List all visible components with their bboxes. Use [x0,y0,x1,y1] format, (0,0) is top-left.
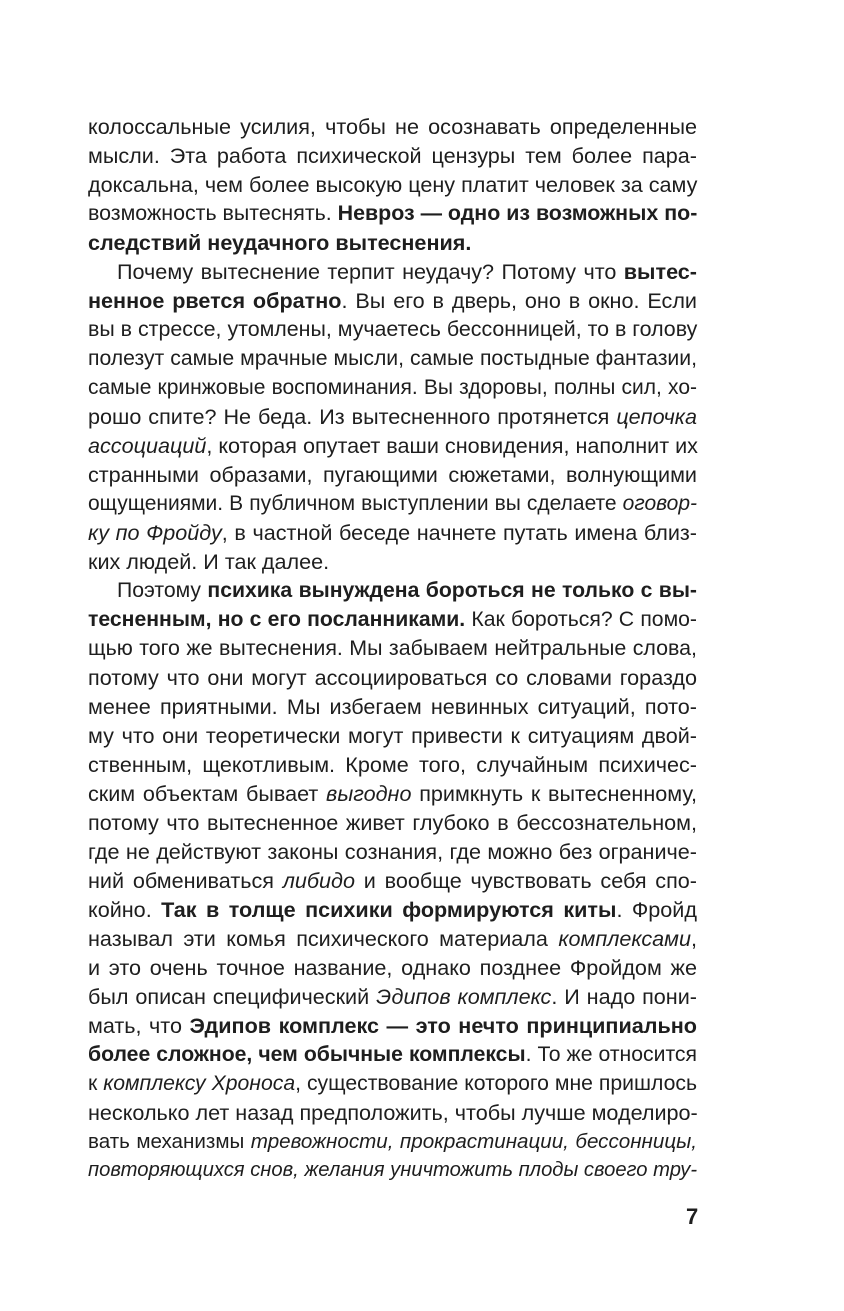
text-line [88,692,697,721]
text-run: самые кринжовые воспоминания. Вы здоровы, полны сил, хо- [88,376,697,399]
text-run: потому что они могут ассоциироваться со словами гораздо [88,665,697,690]
text-line [88,112,697,141]
text-run: доксальна, чем более высокую цену платит человек за саму [88,172,698,197]
text-run: вать механизмы [88,1130,251,1153]
text-run: ским объектам бывает [88,781,327,806]
text-run: , [691,926,697,951]
text-line [88,286,697,315]
bold-text: вытес- [623,259,697,284]
text-run: странными образами, пугающими сюжетами, волнующими [88,462,697,487]
italic-text: цепочка [616,404,697,429]
text-run: ощущениями. В публичном выступлении вы сделаете [88,492,623,515]
text-run: ственным, щекотливым. Кроме того, случайным психичес- [88,752,697,777]
bold-text: следствий неудачного вытеснения. [88,230,472,255]
text-run: менее приятными. Мы избегаем невинных ситуаций, пото- [88,694,697,719]
text-run: полезут самые мрачные мысли, самые постыдные фантазии, [88,347,697,370]
text-line [88,460,697,489]
text-run: колоссальные усилия, чтобы не осознавать определенные [88,114,697,139]
text-run: , в частной беседе начнете путать имена близ- [221,520,697,545]
text-line [88,431,697,460]
text-line [88,750,697,779]
text-run: , существование которого мне пришлось [295,1072,698,1095]
text-line [88,402,697,431]
text-line [88,779,697,808]
text-line [88,634,697,663]
text-line [88,489,697,518]
bold-text: Невроз — одно из возможных по- [337,201,698,225]
italic-text: комплексами [558,926,691,951]
text-line [88,953,697,982]
italic-text: комплексу Хроноса [103,1072,296,1095]
text-run: Как бороться? С помо- [465,608,697,631]
text-line [88,1098,697,1127]
italic-text: либидо [282,868,356,893]
page-number: 7 [686,1204,699,1229]
text-run: называл эти комья психического материала [88,926,559,951]
italic-text: Эдипов комплекс [376,984,552,1009]
bold-text: Эдипов комплекс — это нечто принципиально [189,1013,697,1038]
text-run: мысли. Эта работа психической цензуры тем более пара- [88,143,697,168]
text-line [88,924,697,953]
italic-text: ку по Фройду [88,520,222,545]
bold-text: Так в толще психики формируются киты [161,897,617,922]
text-run: потому что вытесненное живет глубоко в бессознательном, [88,810,697,835]
text-run: был описан специфический [88,984,377,1009]
text-line [88,315,697,344]
bold-text: более сложное, чем обычные комплексы [88,1043,526,1066]
text-run: му что они теоретически могут привести к ситуациям двой- [88,723,697,748]
text-run: . Вы его в дверь, оно в окно. Если [341,288,697,313]
text-line [88,141,697,170]
text-run: несколько лет назад предположить, чтобы лучше моделиро- [88,1100,698,1125]
bold-text: психика вынуждена бороться не только с вы- [207,579,697,602]
text-run: . И надо пони- [551,984,697,1009]
italic-text: ассоциаций [88,433,207,458]
text-run: ний обмениваться [88,868,283,893]
text-line [88,576,697,605]
text-run: ких людей. И так далее. [88,549,330,574]
text-line [88,344,697,373]
text-line [88,1156,697,1185]
text-line [88,721,697,750]
text-line [88,228,697,257]
italic-text: тревожности, прокрастинации, бессонницы, [250,1130,697,1153]
text-line [88,547,697,576]
text-line [88,605,697,634]
bold-text: ненное рвется обратно [88,288,342,313]
text-run: где не действуют законы сознания, где можно без ограниче- [88,839,697,864]
text-line [88,1011,697,1040]
text-line [88,1127,697,1156]
text-line [88,837,697,866]
text-line [88,866,697,895]
text-line [88,982,697,1011]
italic-text: оговор- [622,492,697,515]
text-run: рошо спите? Не беда. Из вытесненного протянется [88,404,617,429]
text-line [88,1040,697,1069]
text-line [88,518,697,547]
text-run: примкнуть к вытесненному, [411,781,697,806]
text-run: щью того же вытеснения. Мы забываем нейтральные слова, [88,636,697,660]
text-run: . То же относится [525,1043,697,1066]
text-run: Почему вытеснение терпит неудачу? Потому что [117,259,624,284]
body-text [88,112,697,1185]
text-line [88,808,697,837]
text-run: к [88,1072,104,1095]
text-run: и вообще чувствовать себя спо- [355,868,697,893]
text-run: вы в стрессе, утомлены, мучаетесь бессонницей, то в голову [88,317,698,341]
text-line [88,257,697,286]
text-run: койно. [88,897,162,922]
text-run: , которая опутает ваши сновидения, наполнит их [206,433,698,458]
text-run: . Фройд [616,897,697,922]
text-line [88,895,697,924]
text-run: и это очень точное название, однако позднее Фройдом же [88,955,697,980]
text-line [88,373,697,402]
bold-text: тесненным, но с его посланниками. [88,608,466,631]
text-line [88,170,697,199]
text-line [88,199,697,228]
italic-text: выгодно [326,781,412,806]
text-line [88,663,697,692]
text-run: Поэтому [117,579,208,602]
italic-text: повторяющихся снов, желания уничтожить плоды своего тру- [88,1159,698,1181]
text-run: возможность вытеснять. [88,201,338,225]
text-line [88,1069,697,1098]
text-run: мать, что [88,1013,190,1038]
